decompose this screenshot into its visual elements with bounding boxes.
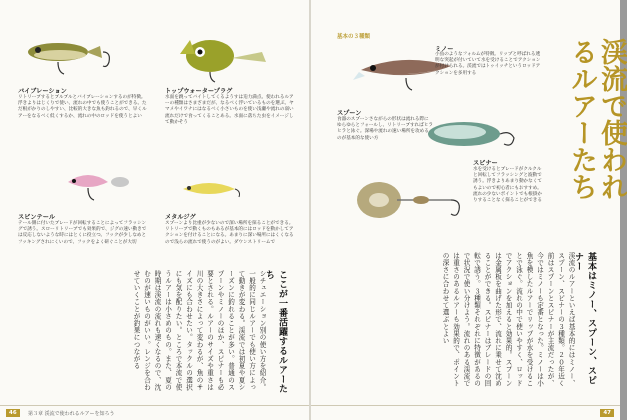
lure-vibration-image	[18, 30, 123, 80]
page-number: 46	[6, 409, 20, 417]
page-number: 47	[600, 409, 614, 417]
section-heading: ここが一番活躍するルアーたち	[264, 270, 287, 394]
page-title: 渓流で使われるルアーたち	[566, 38, 627, 200]
lure-title: トップウォータープラグ	[165, 88, 233, 95]
lure-title: メタルジグ	[165, 214, 196, 221]
right-page	[311, 0, 627, 420]
lure-title: スプーン	[337, 110, 362, 117]
body-text: 渓流のルアーといえば基本的にはミノー、スプーン、スピナーの３種類。２０年近く前はスプーンとスピナーが主流だったが、今ではミノーも定番となった。ミノーは小魚を模したルアーでリップが水を受けることで泳ぐ。流れの中で使いやすく、ロッドでアクションを加えると効果的。スプーンは金属板を曲げた形で、流れに乗せて沈めることができる。スピナーはブレードの回転で誘う。３種類それぞれに特徴があるので状況で使い分けよう。流れのある渓流では重さのあるルアーも効果的で、ポイントの深さに合わせて選ぶとよい	[441, 252, 575, 387]
lure-description: 水を受けるとブレードがクルクルと回転してフラッシングと波動で誘う。浮きよりあまり動かなくてもよいので初心者にもおすすめ。流れの少ないポイントでも根掛かりすることなく探ることができる	[473, 167, 542, 204]
lure-title: スピンテール	[18, 214, 56, 221]
lure-description: リトリーブするとブルブルとバイブレーションするのが特徴。浮きよりはじくりで使い、流れの中でも使うことができる。ただ根がかりのしやすい、比較的大きな魚も釣れるので、早くルアーをなるべく低くするか、流れの中のロッドを使うとよい	[18, 95, 147, 119]
lure-spinner-image	[351, 172, 471, 232]
lure-description: 水面を跳ってバイトしてくるようすは迫力満点。使われるルアーの種類はさまざまだが、なるべく浮いているものを選ぶ。ヤマメやイワナにはなるべく小さいものを使い浅瀬や流れの弱い流れだけで食ってくることある。水面に落ちた虫をイメージして動かそう	[165, 95, 294, 125]
footer	[0, 405, 309, 420]
lure-spintail-image	[60, 164, 140, 204]
lure-metaljig-image	[175, 174, 245, 204]
small-label: 基本の３種類	[337, 34, 371, 40]
lure-description: スプーンより比重が少ないので深い場所を探ることができる。リトリーブで動くものもあるが基本的にはロッドを動かしてアクションを付けることになる。あまりに深い場所にはくくなるので浅らの流れで使うのがよい。ダウンストリームで	[165, 221, 294, 245]
running-footer: 第３章 渓流で使われるルアーを知ろう	[28, 411, 115, 417]
lure-description: 小魚のようなフォルムが特徴。リップと呼ばれる透明な突起が付いていて水を受けることでアクションが付けられる。渓流ではトゥイッチというロッドアクションを多用する	[435, 52, 541, 76]
lure-topwater-image	[170, 30, 280, 85]
body-text: シチュエーション別の使い方を紹介。一般的に同じルアーでも使い方によって動きが変わる。渓流では初夏や夏シーズンに釣れることが多い。普通のスプーンやミノーのほか、スピナーも必要とされる。ルアーのサイズや重さは川の大きさによって変わるが、魚のサイズにも合わせたい。タックルの選択にも気を配りたい。ところで本流で使うルアーは小さめのもの。また、夏の時期は渓流の流れも速くなるので、沈むのが速いものがいい。レンジを合わせていくことが釣果につながる	[132, 270, 266, 391]
lure-title: スピナー	[473, 160, 498, 167]
lure-description: 食器のスプーンさながらの形状は流れる際にゆらゆらとフォールし、リトリーブすればヒラヒラと泳ぐ。深場や流れの速い場所を攻めるのが基本的な使い方	[337, 117, 433, 141]
section-heading: 基本はミノー、スプーン、スピナー	[573, 252, 596, 385]
footer	[311, 405, 620, 420]
lure-title: ミノー	[435, 46, 454, 53]
left-page	[0, 0, 309, 420]
lure-description: テール側に付いたブレードが回転することによってフラッシングで誘う。スローリトリーブでも効果的で、ジグの速い動きでは反応しないような時にはとくに役立つ。フックが少しなめとフッキングされにくいので、フックをよく研ぐことが大切	[18, 221, 147, 245]
lure-title: バイブレーション	[18, 88, 67, 95]
